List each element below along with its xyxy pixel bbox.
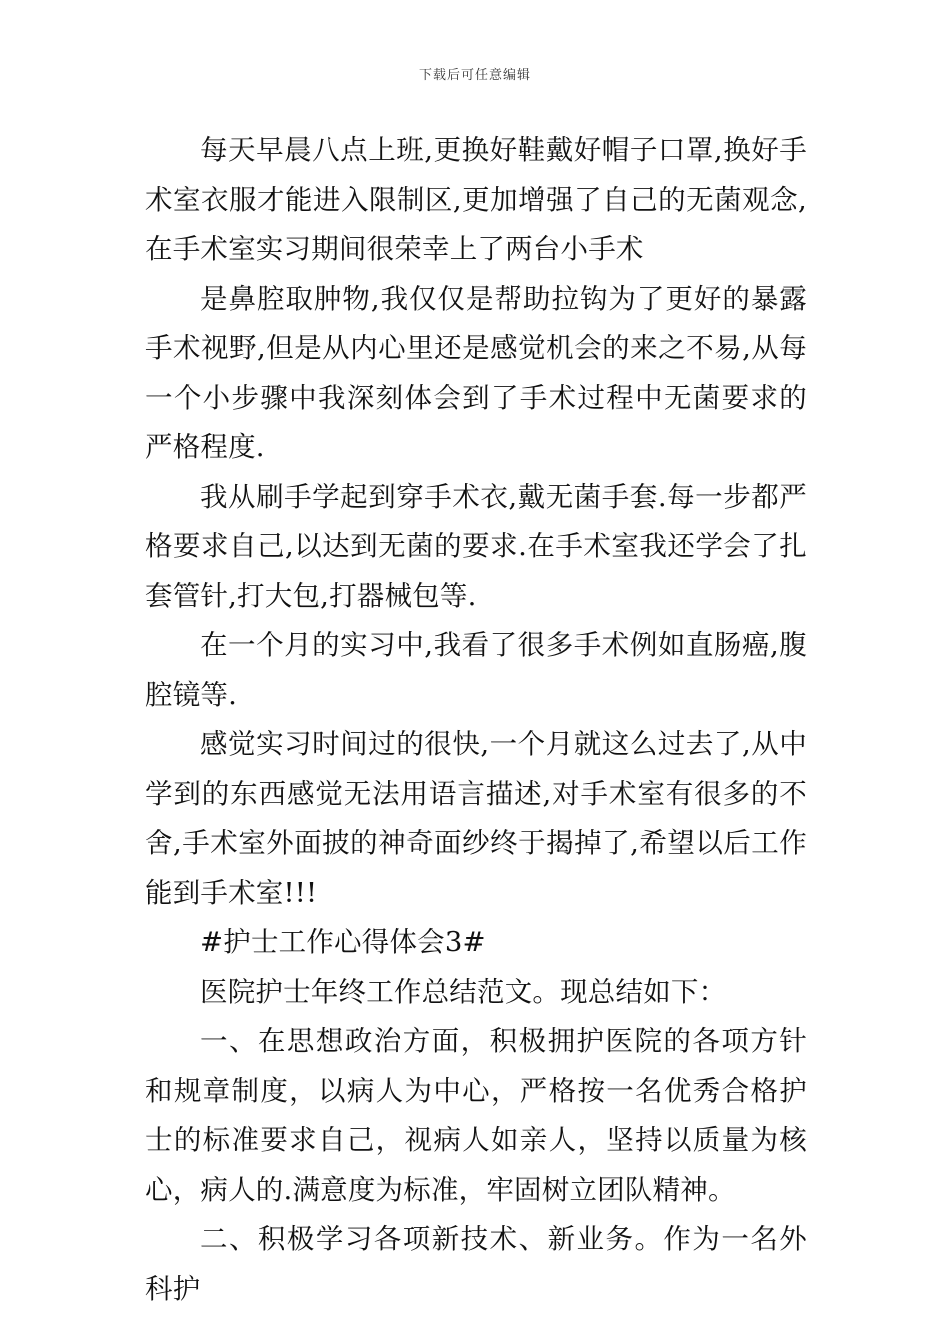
document-body bbox=[145, 126, 807, 1314]
paragraph: 感觉实习时间过的很快,一个月就这么过去了,从中学到的东西感觉无法用语言描述,对手术室有很多的不舍,手术室外面披的神奇面纱终于揭掉了,希望以后工作能到手术室!!! bbox=[145, 728, 807, 909]
paragraph: 是鼻腔取肿物,我仅仅是帮助拉钩为了更好的暴露手术视野,但是从内心里还是感觉机会的来之不易,从每一个小步骤中我深刻体会到了手术过程中无菌要求的严格程度. bbox=[145, 282, 807, 463]
paragraph: 一、在思想政治方面，积极拥护医院的各项方针和规章制度，以病人为中心，严格按一名优秀合格护士的标准要求自己，视病人如亲人，坚持以质量为核心，病人的.满意度为标准，牢固树立团队精神。 bbox=[145, 1025, 807, 1206]
paragraph: 每天早晨八点上班,更换好鞋戴好帽子口罩,换好手术室衣服才能进入限制区,更加增强了自己的无菌观念,在手术室实习期间很荣幸上了两台小手术 bbox=[145, 134, 807, 265]
paragraph: 在一个月的实习中,我看了很多手术例如直肠癌,腹腔镜等. bbox=[145, 629, 807, 711]
paragraph: 医院护士年终工作总结范文。现总结如下： bbox=[200, 975, 727, 1008]
section-heading: #护士工作心得体会3# bbox=[200, 926, 486, 958]
paragraph: 二、积极学习各项新技术、新业务。作为一名外科护 bbox=[145, 1223, 807, 1305]
page-header: 下载后可任意编辑 bbox=[418, 68, 531, 83]
paragraph: 我从刷手学起到穿手术衣,戴无菌手套.每一步都严格要求自己,以达到无菌的要求.在手术室我还学会了扎套管针,打大包,打器械包等. bbox=[145, 480, 807, 612]
